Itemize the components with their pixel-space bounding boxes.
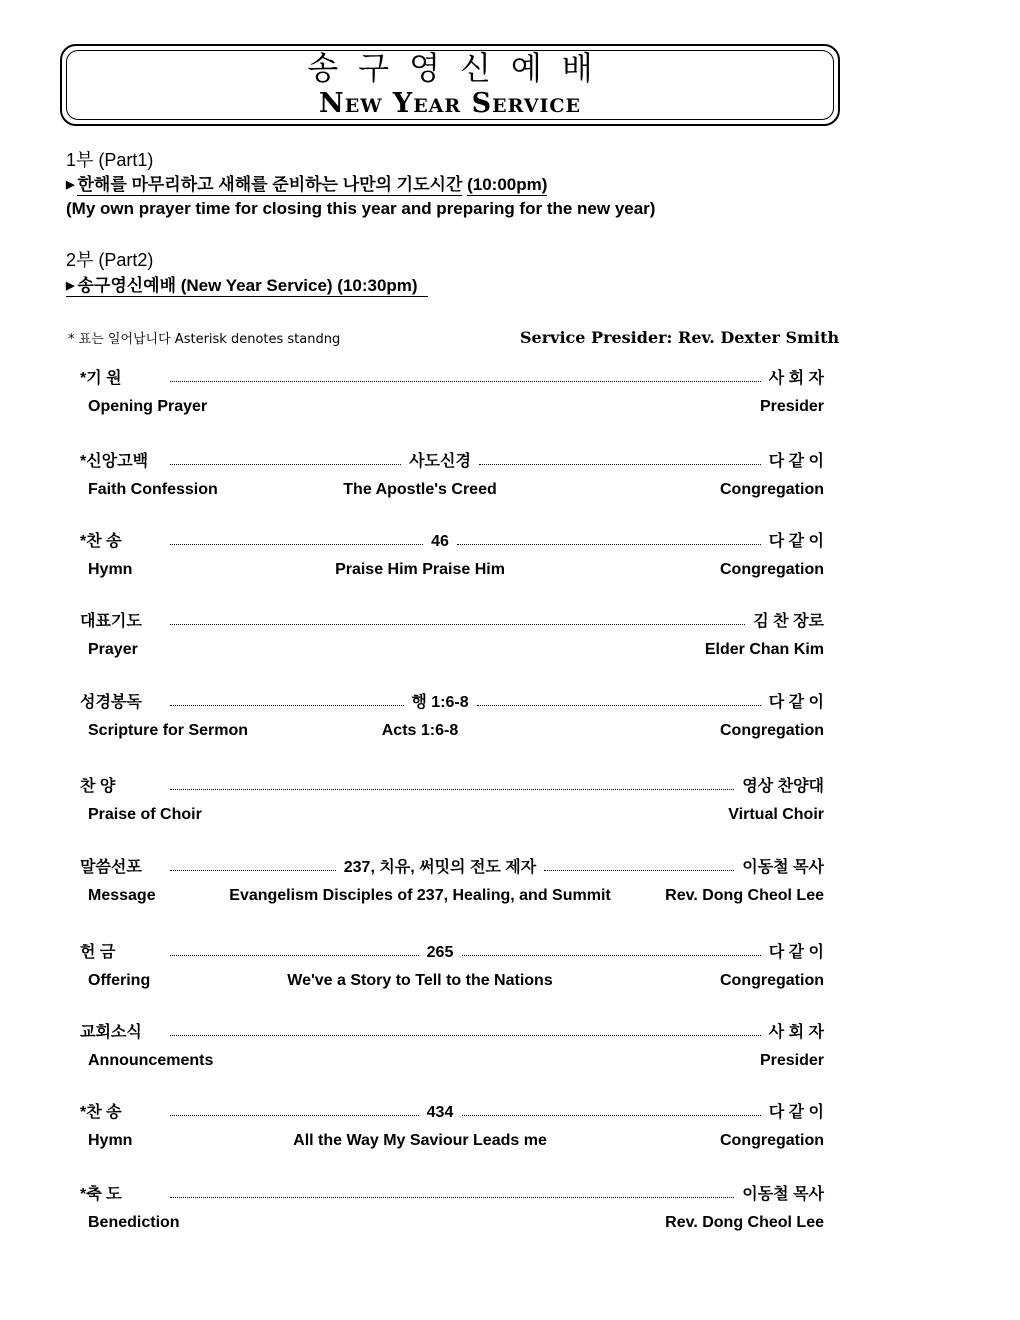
part1-heading: 1부 (Part1) <box>66 150 154 170</box>
order-item-en-middle: We've a Story to Tell to the Nations <box>287 972 553 989</box>
dotted-leader <box>170 464 401 465</box>
dotted-leader <box>544 870 734 871</box>
order-item-ko-label: *찬 송 <box>80 1104 122 1121</box>
order-item-ko-middle: 행 1:6-8 <box>411 694 469 711</box>
order-item-en-label: Announcements <box>88 1052 214 1069</box>
order-item-ko-right: 사 회 자 <box>768 1024 824 1041</box>
order-item-ko-label: *축 도 <box>80 1186 122 1203</box>
part1-time: (10:00pm) <box>467 175 548 194</box>
order-item-en-right: Congregation <box>720 481 824 498</box>
order-item-en-right: Presider <box>759 1052 824 1069</box>
order-item <box>0 1023 1020 1073</box>
order-item-en-right: Virtual Choir <box>728 806 824 823</box>
order-item-en-right: Congregation <box>720 722 824 739</box>
part1-line-en: (My own prayer time for closing this year and preparing for the new year) <box>66 199 656 218</box>
triangle-right-icon: ▶ <box>66 280 75 292</box>
order-item-ko-right: 김 찬 장로 <box>753 613 824 630</box>
dotted-leader <box>170 1035 761 1036</box>
order-item-en-right: Congregation <box>720 1132 824 1149</box>
order-item-ko-middle: 434 <box>426 1104 454 1121</box>
order-item-en-label: Hymn <box>88 1132 133 1149</box>
order-item <box>0 1103 1020 1153</box>
order-item-ko-label: 대표기도 <box>80 613 142 630</box>
order-item <box>0 612 1020 662</box>
dotted-leader <box>477 705 762 706</box>
order-item <box>0 777 1020 827</box>
order-item-ko-label: 헌 금 <box>80 944 116 961</box>
order-item-en-middle: All the Way My Saviour Leads me <box>293 1132 547 1149</box>
order-item <box>0 858 1020 908</box>
order-item-ko-label: 찬 양 <box>80 778 116 795</box>
title-box <box>60 44 840 126</box>
order-item <box>0 1185 1020 1235</box>
service-presider: Service Presider: Rev. Dexter Smith <box>520 328 840 347</box>
part2-line-text: 송구영신예배 (New Year Service) (10:30pm) <box>77 276 418 295</box>
order-item-ko-label: *찬 송 <box>80 533 122 550</box>
dotted-leader <box>462 955 762 956</box>
order-item-en-right: Elder Chan Kim <box>704 641 824 658</box>
order-item-ko-label: *신앙고백 <box>80 453 149 470</box>
order-item-en-label: Scripture for Sermon <box>88 722 249 739</box>
part2-heading: 2부 (Part2) <box>66 250 154 270</box>
order-item-ko-label: *기 원 <box>80 370 122 387</box>
dotted-leader <box>462 1115 762 1116</box>
order-item <box>0 452 1020 502</box>
order-item <box>0 943 1020 993</box>
order-item-en-right: Congregation <box>720 972 824 989</box>
order-item-ko-right: 다 같 이 <box>768 1104 824 1121</box>
order-item <box>0 532 1020 582</box>
part2-line-wrap <box>66 276 428 296</box>
order-item-en-label: Offering <box>88 972 151 989</box>
dotted-leader <box>170 1197 734 1198</box>
dotted-leader <box>170 705 404 706</box>
order-item-en-label: Faith Confession <box>88 481 218 498</box>
order-item <box>0 369 1020 419</box>
order-item-ko-middle: 46 <box>431 533 449 550</box>
order-item-ko-middle: 265 <box>426 944 454 961</box>
order-item-en-middle: Evangelism Disciples of 237, Healing, and Summit <box>229 887 611 904</box>
dotted-leader <box>479 464 761 465</box>
order-item-en-label: Benediction <box>88 1214 180 1231</box>
order-item-en-middle: The Apostle's Creed <box>343 481 497 498</box>
order-item-ko-label: 말씀선포 <box>80 859 142 876</box>
dotted-leader <box>170 1115 419 1116</box>
order-item-en-label: Opening Prayer <box>88 398 208 415</box>
order-item-ko-label: 성경봉독 <box>80 694 142 711</box>
order-item-en-right: Rev. Dong Cheol Lee <box>665 887 824 904</box>
order-item-ko-middle: 사도신경 <box>409 453 471 470</box>
order-item-en-right: Presider <box>759 398 824 415</box>
order-item-en-label: Hymn <box>88 561 133 578</box>
order-item-ko-right: 다 같 이 <box>768 694 824 711</box>
order-item-en-middle: Acts 1:6-8 <box>381 722 459 739</box>
dotted-leader <box>170 624 745 625</box>
part2-line <box>66 276 428 297</box>
dotted-leader <box>170 789 734 790</box>
part1-line-ko: 한해를 마무리하고 새해를 준비하는 나만의 기도시간 <box>77 175 463 194</box>
order-item-ko-right: 다 같 이 <box>768 533 824 550</box>
dotted-leader <box>170 870 336 871</box>
order-item-ko-right: 이동철 목사 <box>742 1186 824 1203</box>
order-item-ko-middle: 237, 치유, 써밋의 전도 제자 <box>343 859 537 876</box>
order-item-en-label: Prayer <box>88 641 138 658</box>
order-item-ko-right: 다 같 이 <box>768 453 824 470</box>
title-korean: 송구영신예배 <box>307 49 613 87</box>
order-item-ko-right: 영상 찬양대 <box>742 778 824 795</box>
order-item-en-label: Message <box>88 887 156 904</box>
order-item <box>0 693 1020 743</box>
order-item-ko-right: 이동철 목사 <box>742 859 824 876</box>
order-item-en-middle: Praise Him Praise Him <box>335 561 505 578</box>
part1-line <box>66 175 547 195</box>
dotted-leader <box>170 381 761 382</box>
dotted-leader <box>170 955 419 956</box>
order-item-en-label: Praise of Choir <box>88 806 202 823</box>
triangle-right-icon: ▶ <box>66 179 75 191</box>
order-item-ko-right: 다 같 이 <box>768 944 824 961</box>
order-item-en-right: Rev. Dong Cheol Lee <box>665 1214 824 1231</box>
dotted-leader <box>457 544 761 545</box>
dotted-leader <box>170 544 423 545</box>
order-item-en-right: Congregation <box>720 561 824 578</box>
order-item-ko-right: 사 회 자 <box>768 370 824 387</box>
title-english: New Year Service <box>319 88 581 119</box>
asterisk-note: * 표는 일어납니다 Asterisk denotes standng <box>68 332 341 347</box>
order-item-ko-label: 교회소식 <box>80 1024 142 1041</box>
